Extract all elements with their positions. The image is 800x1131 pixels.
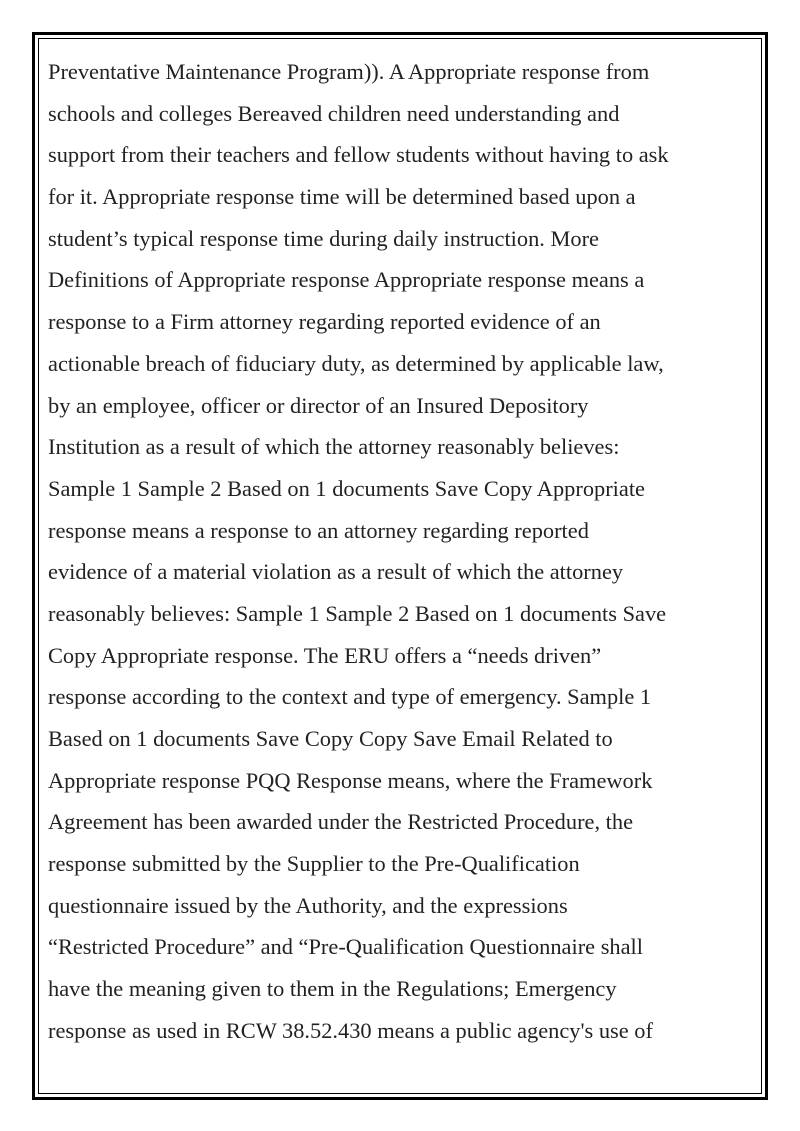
text-line: response means a response to an attorney regarding reported [48,517,589,543]
text-line: for it. Appropriate response time will be determined based upon a [48,184,636,210]
document-body-text [48,51,748,1052]
text-line: schools and colleges Bereaved children need understanding and [48,100,620,126]
text-line: by an employee, officer or director of an Insured Depository [48,392,589,418]
text-line: Preventative Maintenance Program)). A Appropriate response from [48,59,650,84]
text-line: have the meaning given to them in the Regulations; Emergency [48,976,617,1002]
text-line: Definitions of Appropriate response Appropriate response means a [48,267,645,293]
text-line: Copy Appropriate response. The ERU offers a “needs driven” [48,642,602,668]
text-line: Based on 1 documents Save Copy Copy Save Email Related to [48,726,613,751]
text-line: Institution as a result of which the attorney reasonably believes: [48,434,620,460]
text-line: response according to the context and type of emergency. Sample 1 [48,684,652,710]
text-line: reasonably believes: Sample 1 Sample 2 Based on 1 documents Save [48,600,667,626]
text-line: student’s typical response time during daily instruction. More [48,225,599,251]
text-line: Agreement has been awarded under the Restricted Procedure, the [48,809,634,835]
text-line: response to a Firm attorney regarding reported evidence of an [48,309,601,335]
text-line: “Restricted Procedure” and “Pre-Qualification Questionnaire shall [48,934,643,960]
text-line: evidence of a material violation as a result of which the attorney [48,559,624,585]
text-line: response submitted by the Supplier to the Pre-Qualification [48,851,580,877]
text-line: Sample 1 Sample 2 Based on 1 documents Save Copy Appropriate [48,475,645,501]
text-line: actionable breach of fiduciary duty, as determined by applicable law, [48,350,664,376]
text-line: support from their teachers and fellow students without having to ask [48,142,669,168]
text-line: response as used in RCW 38.52.430 means a public agency's use of [48,1017,653,1043]
text-line: Appropriate response PQQ Response means, where the Framework [48,767,653,793]
text-line: questionnaire issued by the Authority, and the expressions [48,892,568,918]
